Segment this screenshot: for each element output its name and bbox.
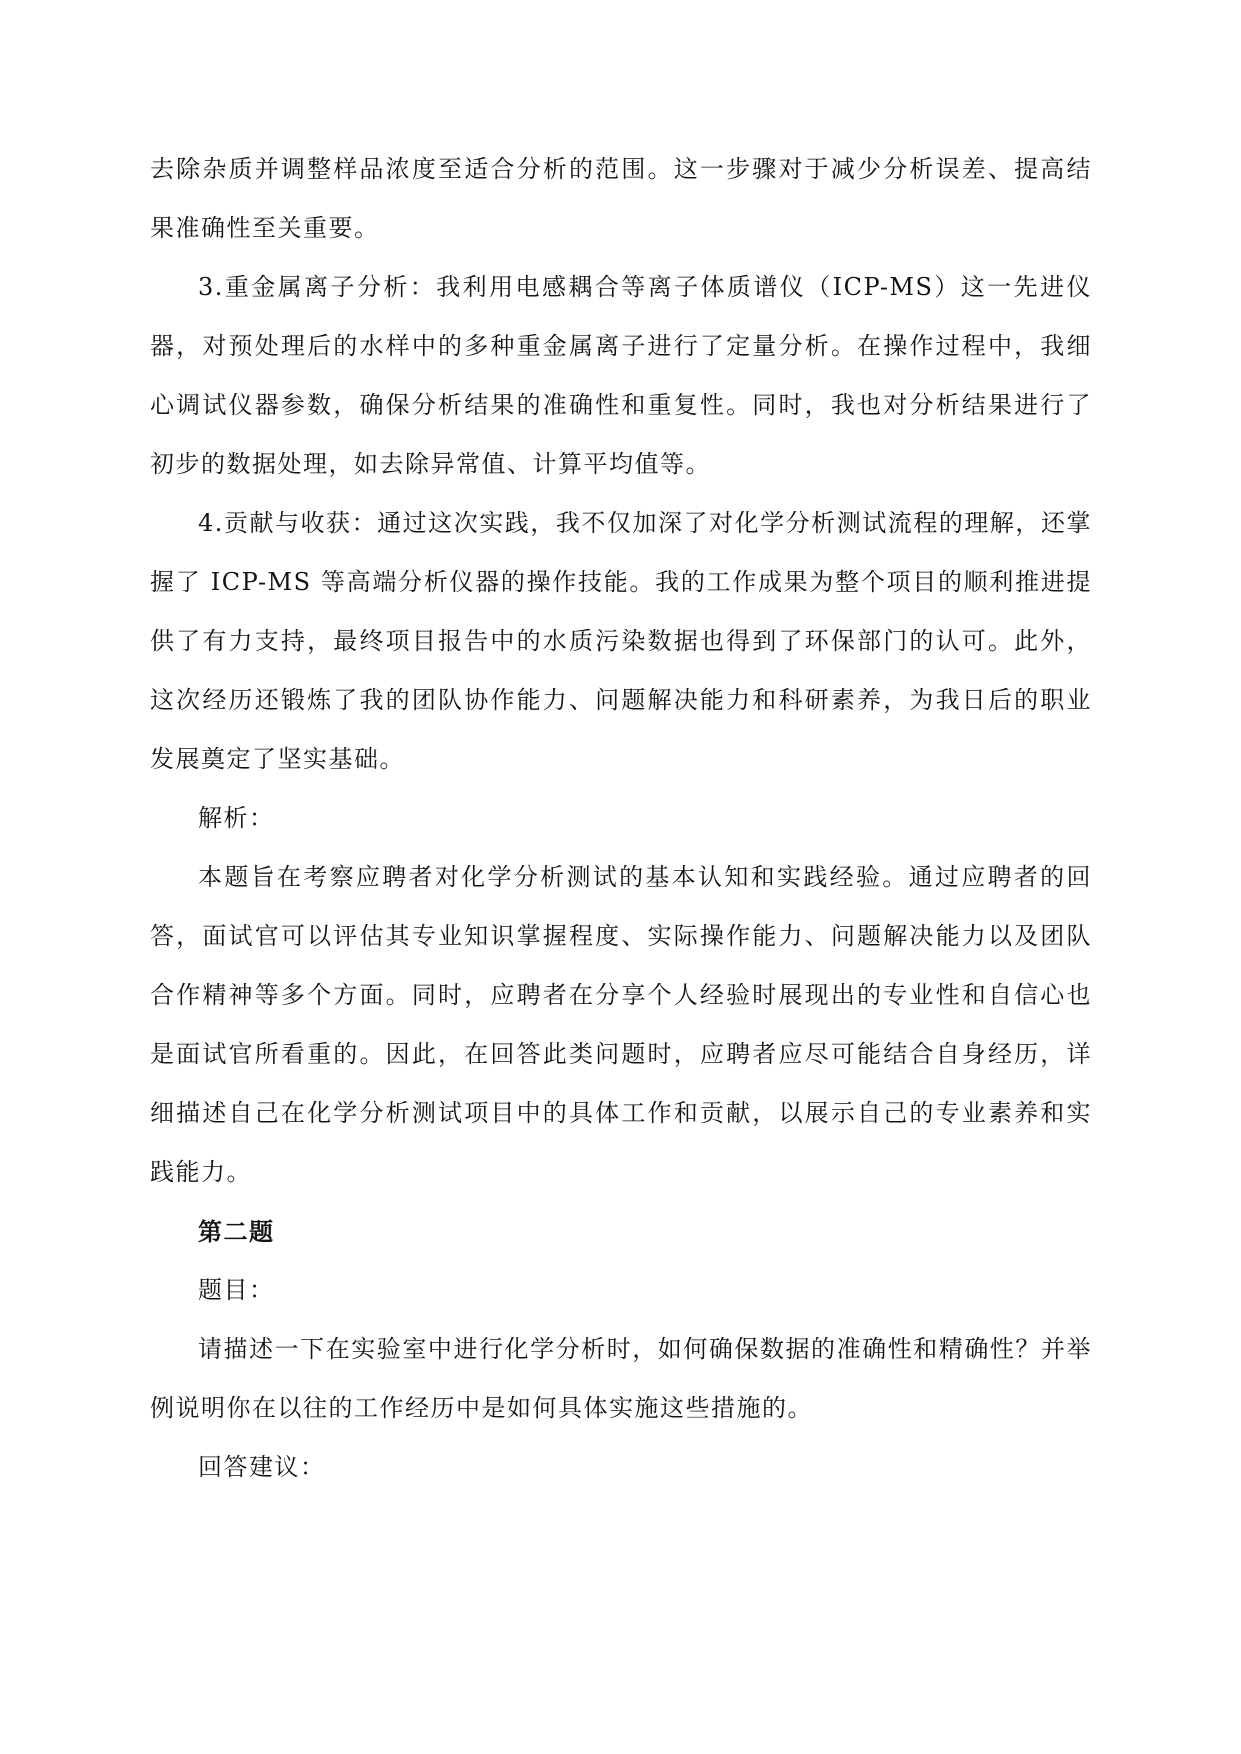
label-question: 题目： — [198, 1276, 275, 1304]
label-answer-suggestion: 回答建议： — [198, 1453, 326, 1481]
paragraph-heavy-metal-analysis: 3.重金属离子分析：我利用电感耦合等离子体质谱仪（ICP-MS）这一先进仪器，对预处理后的水样中的多种重金属离子进行了定量分析。在操作过程中，我细心调试仪器参数，确保分析结果的准确性和重复性。同时，我也对分析结果进行了初步的数据处理，如去除异常值、计算平均值等。 — [150, 273, 1092, 478]
paragraph-question-text: 请描述一下在实验室中进行化学分析时，如何确保数据的准确性和精确性？并举例说明你在以往的工作经历中是如何具体实施这些措施的。 — [150, 1335, 1092, 1422]
document-page — [150, 140, 1092, 1497]
paragraph-sample-pretreatment-continued: 去除杂质并调整样品浓度至适合分析的范围。这一步骤对于减少分析误差、提高结果准确性至关重要。 — [150, 155, 1092, 242]
label-analysis: 解析： — [198, 804, 275, 832]
paragraph-analysis-body: 本题旨在考察应聘者对化学分析测试的基本认知和实践经验。通过应聘者的回答，面试官可以评估其专业知识掌握程度、实际操作能力、问题解决能力以及团队合作精神等多个方面。同时，应聘者在分享个人经验时展现出的专业性和自信心也是面试官所看重的。因此，在回答此类问题时，应聘者应尽可能结合自身经历，详细描述自己在化学分析测试项目中的具体工作和贡献，以展示自己的专业素养和实践能力。 — [150, 863, 1092, 1186]
question-two-heading: 第二题 — [198, 1217, 275, 1246]
paragraph-contribution-and-gains: 4.贡献与收获：通过这次实践，我不仅加深了对化学分析测试流程的理解，还掌握了 ICP-MS 等高端分析仪器的操作技能。我的工作成果为整个项目的顺利推进提供了有力支持，最终项目报告中的水质污染数据也得到了环保部门的认可。此外，这次经历还锻炼了我的团队协作能力、问题解决能力和科研素养，为我日后的职业发展奠定了坚实基础。 — [150, 509, 1092, 773]
